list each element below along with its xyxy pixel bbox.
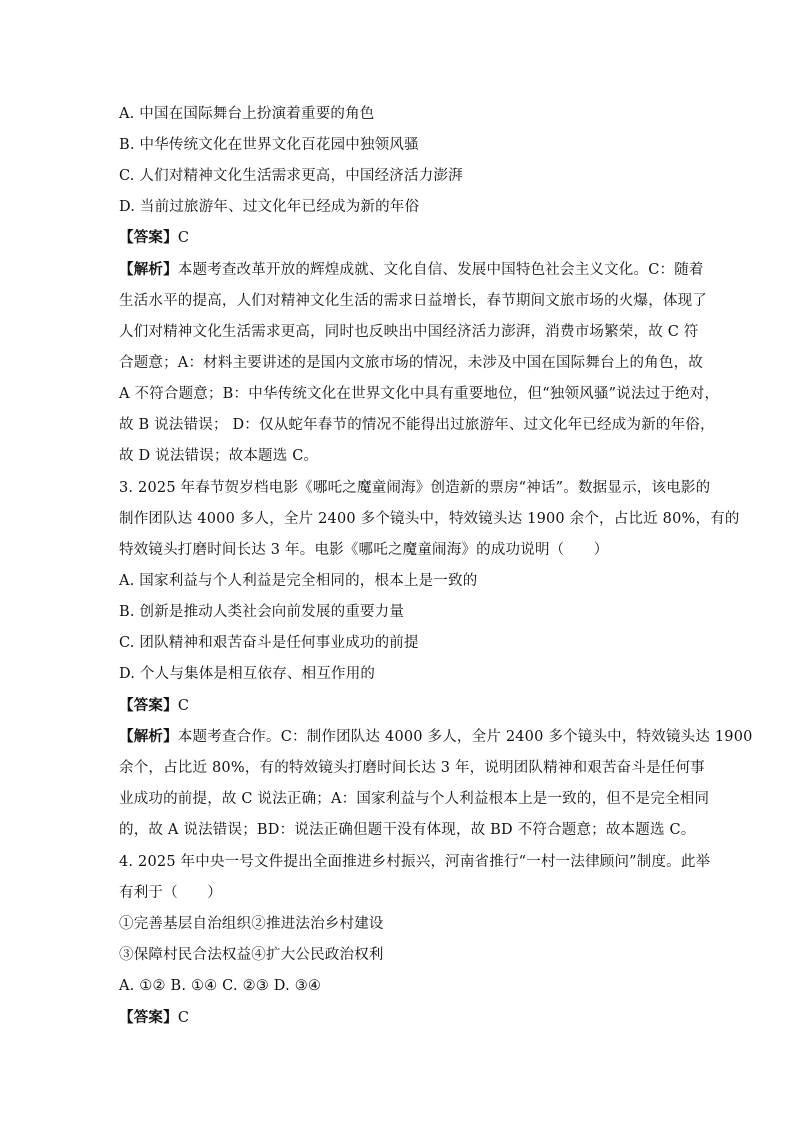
q4-statement-line: ①完善基层自治组织②推进法治乡村建设: [119, 916, 384, 932]
q2-analysis-line: 故 D 说法错误；故本题选 C。: [119, 448, 319, 464]
q2-analysis-line: 人们对精神文化生活需求更高，同时也反映出中国经济活力澎湃，消费市场繁荣，故 C 符: [119, 324, 699, 340]
q4-stem-line: 4. 2025 年中央一号文件提出全面推进乡村振兴，河南省推行“一村一法律顾问”制度。此举: [119, 854, 711, 870]
answer-label: 【答案】: [119, 697, 178, 714]
q2-option-c: C. 人们对精神文化生活需求更高，中国经济活力澎湃: [119, 168, 463, 184]
q3-analysis-line: 【解析】本题考查合作。C：制作团队达 4000 多人，全片 2400 多个镜头中，特效镜头达 1900: [119, 728, 753, 745]
q2-analysis-line: A 不符合题意；B：中华传统文化在世界文化中具有重要地位，但“独领风骚”说法过于绝对，: [119, 386, 720, 402]
q4-stem-line: 有利于（ ）: [119, 885, 222, 901]
q3-answer: [119, 696, 679, 716]
q3-stem-line: 3. 2025 年春节贺岁档电影《哪吒之魔童闹海》创造新的票房“神话”。数据显示，该电影的: [119, 480, 711, 496]
q4-statement-line: ③保障村民合法权益④扩大公民政治权利: [119, 947, 384, 963]
q3-option-c: C. 团队精神和艰苦奋斗是任何事业成功的前提: [119, 635, 419, 651]
analysis-label: 【解析】: [119, 728, 178, 745]
q3-stem-line: 制作团队达 4000 多人，全片 2400 多个镜头中，特效镜头达 1900 余个，占比近 80%，有的: [119, 511, 740, 527]
q3-analysis-line: 业成功的前提，故 C 说法正确；A：国家利益与个人利益根本上是一致的，但不是完全相同: [119, 791, 710, 807]
q4-answer: [119, 1008, 679, 1028]
answer-label: 【答案】: [119, 1009, 178, 1026]
analysis-label: 【解析】: [119, 261, 178, 278]
q3-analysis-line: 的，故 A 说法错误；BD：说法正确但题干没有体现，故 BD 不符合题意；故本题选 C。: [119, 822, 696, 838]
q2-answer: [119, 228, 679, 248]
q3-option-b: B. 创新是推动人类社会向前发展的重要力量: [119, 604, 405, 620]
q3-stem-line: 特效镜头打磨时间长达 3 年。电影《哪吒之魔童闹海》的成功说明（ ）: [119, 542, 609, 558]
q2-analysis-line: 【解析】本题考查改革开放的辉煌成就、文化自信、发展中国特色社会主义文化。C：随着: [119, 261, 704, 278]
q2-option-a: A. 中国在国际舞台上扮演着重要的角色: [119, 106, 375, 122]
q4-choices: A. ①② B. ①④ C. ②③ D. ③④: [119, 978, 322, 994]
q2-option-d: D. 当前过旅游年、过文化年已经成为新的年俗: [119, 199, 420, 215]
q2-analysis-line: 合题意；A：材料主要讲述的是国内文旅市场的情况，未涉及中国在国际舞台上的角色，故: [119, 355, 703, 371]
q2-analysis-line: 生活水平的提高，人们对精神文化生活的需求日益增长，春节期间文旅市场的火爆，体现了: [119, 293, 707, 309]
q2-analysis-line: 故 B 说法错误； D：仅从蛇年春节的情况不能得出过旅游年、过文化年已经成为新的年俗，: [119, 417, 715, 433]
q3-option-d: D. 个人与集体是相互依存、相互作用的: [119, 666, 376, 682]
q3-analysis-line: 余个，占比近 80%，有的特效镜头打磨时间长达 3 年，说明团队精神和艰苦奋斗是任何事: [119, 760, 705, 776]
answer-value: C: [177, 230, 190, 246]
answer-value: C: [177, 1010, 190, 1026]
answer-label: 【答案】: [119, 229, 178, 246]
answer-value: C: [177, 698, 190, 714]
q3-option-a: A. 国家利益与个人利益是完全相同的，根本上是一致的: [119, 573, 478, 589]
q2-option-b: B. 中华传统文化在世界文化百花园中独领风骚: [119, 137, 419, 153]
